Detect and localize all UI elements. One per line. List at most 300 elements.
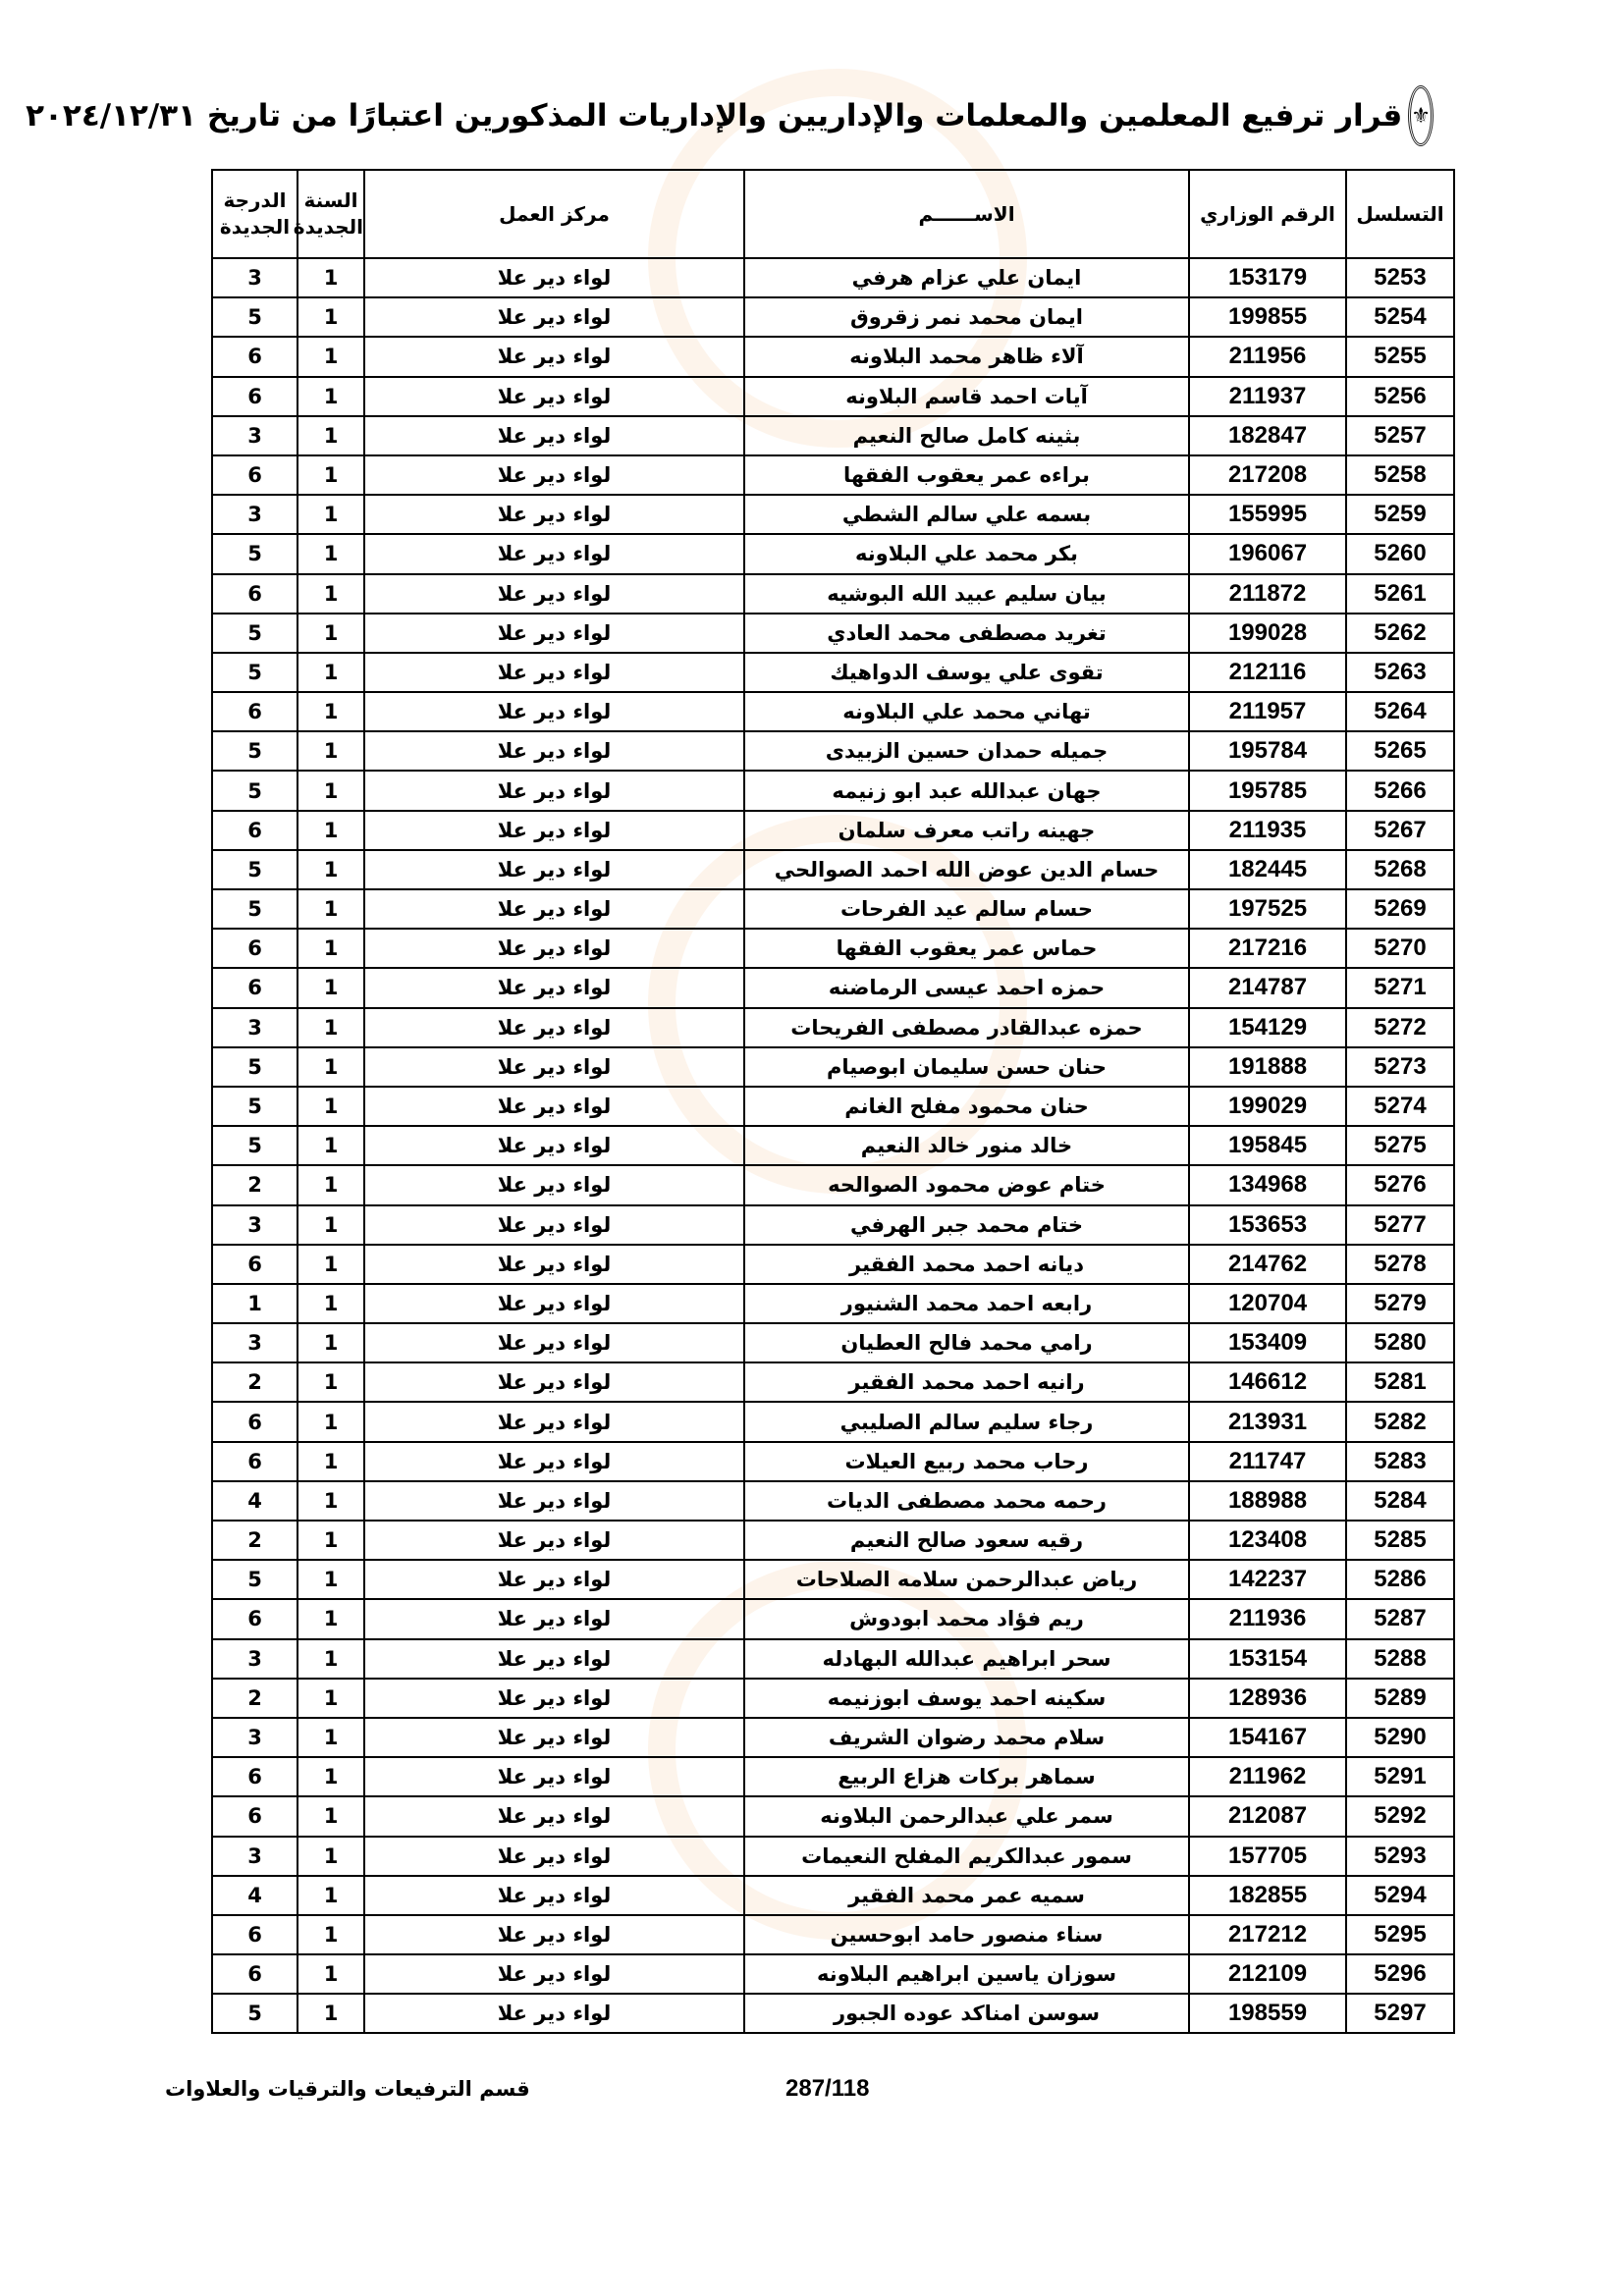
cell-work-center: لواء دير علا <box>364 929 744 968</box>
cell-ministry-no: 211937 <box>1189 377 1346 416</box>
cell-work-center: لواء دير علا <box>364 1521 744 1560</box>
cell-ministry-no: 199028 <box>1189 614 1346 653</box>
table-row <box>212 692 1454 731</box>
cell-work-center: لواء دير علا <box>364 1087 744 1126</box>
table-row <box>212 1402 1454 1441</box>
cell-ministry-no: 217216 <box>1189 929 1346 968</box>
cell-new-year: 1 <box>298 1126 364 1165</box>
cell-name: تقوى علي يوسف الدواهيك <box>744 653 1189 692</box>
cell-name: سميه عمر محمد الفقير <box>744 1876 1189 1915</box>
cell-name: حمزه عبدالقادر مصطفى الفريحات <box>744 1008 1189 1047</box>
cell-ministry-no: 212116 <box>1189 653 1346 692</box>
cell-new-year: 1 <box>298 1362 364 1402</box>
cell-ministry-no: 198559 <box>1189 1994 1346 2033</box>
cell-ministry-no: 153653 <box>1189 1205 1346 1245</box>
cell-ministry-no: 196067 <box>1189 534 1346 573</box>
table-row <box>212 1047 1454 1087</box>
cell-ministry-no: 195845 <box>1189 1126 1346 1165</box>
cell-ministry-no: 212087 <box>1189 1796 1346 1836</box>
cell-new-year: 1 <box>298 1639 364 1679</box>
cell-ministry-no: 142237 <box>1189 1560 1346 1599</box>
cell-new-year: 1 <box>298 929 364 968</box>
cell-name: جميله حمدان حسين الزبيدى <box>744 731 1189 771</box>
cell-work-center: لواء دير علا <box>364 1718 744 1757</box>
cell-work-center: لواء دير علا <box>364 1323 744 1362</box>
cell-new-grade: 3 <box>212 1718 298 1757</box>
cell-work-center: لواء دير علا <box>364 534 744 573</box>
cell-ministry-no: 197525 <box>1189 889 1346 929</box>
cell-ministry-no: 211962 <box>1189 1757 1346 1796</box>
table-row <box>212 929 1454 968</box>
cell-serial: 5266 <box>1346 771 1454 810</box>
cell-name: ايمان علي عزام هرفي <box>744 258 1189 297</box>
cell-new-year: 1 <box>298 1323 364 1362</box>
cell-name: سوزان ياسين ابراهيم البلاونه <box>744 1954 1189 1994</box>
cell-serial: 5273 <box>1346 1047 1454 1087</box>
cell-name: حماس عمر يعقوب الفقها <box>744 929 1189 968</box>
cell-new-grade: 6 <box>212 1245 298 1284</box>
page-number: 287/118 <box>785 2075 870 2102</box>
cell-ministry-no: 217212 <box>1189 1915 1346 1954</box>
cell-new-year: 1 <box>298 258 364 297</box>
cell-new-year: 1 <box>298 1284 364 1323</box>
cell-name: سمر علي عبدالرحمن البلاونه <box>744 1796 1189 1836</box>
cell-work-center: لواء دير علا <box>364 771 744 810</box>
cell-new-grade: 5 <box>212 1994 298 2033</box>
table-row <box>212 1599 1454 1638</box>
cell-serial: 5259 <box>1346 495 1454 534</box>
cell-new-grade: 3 <box>212 1639 298 1679</box>
table-row <box>212 377 1454 416</box>
cell-new-grade: 6 <box>212 692 298 731</box>
cell-new-grade: 5 <box>212 534 298 573</box>
cell-serial: 5261 <box>1346 574 1454 614</box>
table-row <box>212 1521 1454 1560</box>
cell-name: سمور عبدالكريم المفلح النعيمات <box>744 1837 1189 1876</box>
cell-new-grade: 3 <box>212 1323 298 1362</box>
cell-work-center: لواء دير علا <box>364 1362 744 1402</box>
cell-name: آلاء ظاهر محمد البلاونه <box>744 337 1189 376</box>
cell-new-year: 1 <box>298 1837 364 1876</box>
cell-ministry-no: 188988 <box>1189 1481 1346 1521</box>
table-row <box>212 455 1454 495</box>
cell-ministry-no: 191888 <box>1189 1047 1346 1087</box>
cell-ministry-no: 211956 <box>1189 337 1346 376</box>
col-serial: التسلسل <box>1346 170 1454 258</box>
cell-name: براءه عمر يعقوب الفقها <box>744 455 1189 495</box>
cell-serial: 5269 <box>1346 889 1454 929</box>
cell-ministry-no: 211872 <box>1189 574 1346 614</box>
cell-work-center: لواء دير علا <box>364 416 744 455</box>
cell-serial: 5270 <box>1346 929 1454 968</box>
cell-name: حسام الدين عوض الله احمد الصوالحي <box>744 850 1189 889</box>
cell-new-year: 1 <box>298 1521 364 1560</box>
table-row <box>212 297 1454 337</box>
ministry-seal-icon: ⚜ <box>1408 85 1434 146</box>
cell-serial: 5283 <box>1346 1442 1454 1481</box>
document-title: قرار ترفيع المعلمين والمعلمات والإداريين والإداريات المذكورين اعتبارًا من تاريخ ٢٠٢٤/١٢/٣١ <box>26 98 1403 133</box>
cell-new-year: 1 <box>298 495 364 534</box>
cell-serial: 5290 <box>1346 1718 1454 1757</box>
cell-name: رحمه محمد مصطفى الديات <box>744 1481 1189 1521</box>
cell-new-grade: 6 <box>212 337 298 376</box>
cell-new-grade: 5 <box>212 889 298 929</box>
cell-name: تهاني محمد علي البلاونه <box>744 692 1189 731</box>
table-row <box>212 1837 1454 1876</box>
cell-ministry-no: 120704 <box>1189 1284 1346 1323</box>
cell-serial: 5280 <box>1346 1323 1454 1362</box>
cell-new-year: 1 <box>298 850 364 889</box>
cell-name: سوسن امناكد عوده الجبور <box>744 1994 1189 2033</box>
cell-new-grade: 6 <box>212 811 298 850</box>
cell-name: بكر محمد علي البلاونه <box>744 534 1189 573</box>
cell-name: ختام محمد جبر الهرفي <box>744 1205 1189 1245</box>
cell-new-grade: 5 <box>212 731 298 771</box>
cell-new-grade: 3 <box>212 416 298 455</box>
cell-new-grade: 2 <box>212 1521 298 1560</box>
cell-new-year: 1 <box>298 614 364 653</box>
cell-name: آيات احمد قاسم البلاونه <box>744 377 1189 416</box>
cell-serial: 5287 <box>1346 1599 1454 1638</box>
cell-work-center: لواء دير علا <box>364 455 744 495</box>
cell-new-grade: 6 <box>212 574 298 614</box>
cell-ministry-no: 157705 <box>1189 1837 1346 1876</box>
cell-ministry-no: 211957 <box>1189 692 1346 731</box>
cell-new-year: 1 <box>298 1560 364 1599</box>
cell-serial: 5275 <box>1346 1126 1454 1165</box>
cell-new-grade: 4 <box>212 1876 298 1915</box>
cell-work-center: لواء دير علا <box>364 1639 744 1679</box>
cell-name: سناء منصور حامد ابوحسين <box>744 1915 1189 1954</box>
cell-new-grade: 2 <box>212 1679 298 1718</box>
table-row <box>212 1362 1454 1402</box>
cell-new-grade: 6 <box>212 1442 298 1481</box>
table-row <box>212 1087 1454 1126</box>
cell-name: بسمه علي سالم الشطي <box>744 495 1189 534</box>
cell-new-grade: 6 <box>212 1796 298 1836</box>
cell-new-year: 1 <box>298 1679 364 1718</box>
table-row <box>212 416 1454 455</box>
cell-work-center: لواء دير علا <box>364 337 744 376</box>
cell-new-year: 1 <box>298 1245 364 1284</box>
table-row <box>212 1796 1454 1836</box>
cell-ministry-no: 214762 <box>1189 1245 1346 1284</box>
cell-new-grade: 3 <box>212 1008 298 1047</box>
cell-work-center: لواء دير علا <box>364 731 744 771</box>
cell-name: رانيه احمد محمد الفقير <box>744 1362 1189 1402</box>
cell-new-grade: 6 <box>212 1915 298 1954</box>
table-row <box>212 1165 1454 1204</box>
cell-new-year: 1 <box>298 416 364 455</box>
col-new-year: السنة الجديدة <box>298 170 364 258</box>
table-row <box>212 1915 1454 1954</box>
cell-ministry-no: 155995 <box>1189 495 1346 534</box>
cell-new-grade: 6 <box>212 455 298 495</box>
cell-work-center: لواء دير علا <box>364 1599 744 1638</box>
table-row <box>212 731 1454 771</box>
cell-work-center: لواء دير علا <box>364 258 744 297</box>
cell-new-grade: 5 <box>212 614 298 653</box>
cell-ministry-no: 213931 <box>1189 1402 1346 1441</box>
promotions-table <box>211 169 1455 2034</box>
cell-ministry-no: 199855 <box>1189 297 1346 337</box>
cell-new-year: 1 <box>298 692 364 731</box>
cell-serial: 5276 <box>1346 1165 1454 1204</box>
cell-name: جهان عبدالله عبد ابو زنيمه <box>744 771 1189 810</box>
table-row <box>212 534 1454 573</box>
cell-work-center: لواء دير علا <box>364 1047 744 1087</box>
cell-work-center: لواء دير علا <box>364 1757 744 1796</box>
cell-serial: 5257 <box>1346 416 1454 455</box>
table-row <box>212 1757 1454 1796</box>
cell-serial: 5294 <box>1346 1876 1454 1915</box>
table-row <box>212 1245 1454 1284</box>
table-row <box>212 337 1454 376</box>
table-row <box>212 1639 1454 1679</box>
cell-ministry-no: 182847 <box>1189 416 1346 455</box>
table-row <box>212 1954 1454 1994</box>
table-row <box>212 771 1454 810</box>
cell-ministry-no: 195785 <box>1189 771 1346 810</box>
cell-serial: 5262 <box>1346 614 1454 653</box>
cell-ministry-no: 199029 <box>1189 1087 1346 1126</box>
cell-new-year: 1 <box>298 377 364 416</box>
col-ministry-no: الرقم الوزاري <box>1189 170 1346 258</box>
table-row <box>212 1323 1454 1362</box>
table-row <box>212 1205 1454 1245</box>
cell-work-center: لواء دير علا <box>364 1560 744 1599</box>
cell-new-year: 1 <box>298 534 364 573</box>
cell-new-grade: 6 <box>212 1402 298 1441</box>
cell-work-center: لواء دير علا <box>364 1994 744 2033</box>
cell-work-center: لواء دير علا <box>364 1876 744 1915</box>
cell-work-center: لواء دير علا <box>364 495 744 534</box>
cell-new-grade: 6 <box>212 929 298 968</box>
col-work-center: مركز العمل <box>364 170 744 258</box>
cell-serial: 5289 <box>1346 1679 1454 1718</box>
cell-serial: 5256 <box>1346 377 1454 416</box>
cell-ministry-no: 128936 <box>1189 1679 1346 1718</box>
cell-work-center: لواء دير علا <box>364 1837 744 1876</box>
cell-new-year: 1 <box>298 1796 364 1836</box>
cell-work-center: لواء دير علا <box>364 1796 744 1836</box>
cell-work-center: لواء دير علا <box>364 297 744 337</box>
table-row <box>212 1876 1454 1915</box>
table-row <box>212 653 1454 692</box>
cell-serial: 5254 <box>1346 297 1454 337</box>
cell-new-year: 1 <box>298 1165 364 1204</box>
cell-work-center: لواء دير علا <box>364 574 744 614</box>
cell-new-year: 1 <box>298 1757 364 1796</box>
cell-name: حنان حسن سليمان ابوصيام <box>744 1047 1189 1087</box>
table-row <box>212 1284 1454 1323</box>
cell-serial: 5288 <box>1346 1639 1454 1679</box>
cell-new-grade: 6 <box>212 1757 298 1796</box>
cell-new-year: 1 <box>298 1205 364 1245</box>
cell-new-grade: 1 <box>212 1284 298 1323</box>
cell-name: سلام محمد رضوان الشريف <box>744 1718 1189 1757</box>
cell-new-grade: 3 <box>212 1205 298 1245</box>
cell-work-center: لواء دير علا <box>364 1915 744 1954</box>
cell-work-center: لواء دير علا <box>364 1442 744 1481</box>
cell-new-grade: 5 <box>212 1126 298 1165</box>
cell-new-year: 1 <box>298 297 364 337</box>
cell-work-center: لواء دير علا <box>364 1679 744 1718</box>
cell-ministry-no: 123408 <box>1189 1521 1346 1560</box>
table-row <box>212 1994 1454 2033</box>
cell-name: جهينه راتب معرف سلمان <box>744 811 1189 850</box>
table-row <box>212 1442 1454 1481</box>
cell-new-grade: 6 <box>212 1954 298 1994</box>
cell-ministry-no: 182855 <box>1189 1876 1346 1915</box>
cell-new-grade: 6 <box>212 1599 298 1638</box>
cell-work-center: لواء دير علا <box>364 377 744 416</box>
cell-serial: 5265 <box>1346 731 1454 771</box>
table-row <box>212 968 1454 1007</box>
cell-serial: 5285 <box>1346 1521 1454 1560</box>
cell-new-year: 1 <box>298 731 364 771</box>
cell-name: رجاء سليم سالم الصليبي <box>744 1402 1189 1441</box>
cell-serial: 5291 <box>1346 1757 1454 1796</box>
cell-work-center: لواء دير علا <box>364 653 744 692</box>
cell-serial: 5263 <box>1346 653 1454 692</box>
cell-new-year: 1 <box>298 968 364 1007</box>
document-header <box>26 86 1434 145</box>
table-row <box>212 1008 1454 1047</box>
table-row <box>212 1679 1454 1718</box>
cell-new-year: 1 <box>298 1994 364 2033</box>
cell-serial: 5277 <box>1346 1205 1454 1245</box>
cell-serial: 5282 <box>1346 1402 1454 1441</box>
cell-name: رحاب محمد ربيع العيلات <box>744 1442 1189 1481</box>
cell-serial: 5253 <box>1346 258 1454 297</box>
cell-new-grade: 6 <box>212 377 298 416</box>
cell-serial: 5286 <box>1346 1560 1454 1599</box>
cell-serial: 5297 <box>1346 1994 1454 2033</box>
cell-serial: 5260 <box>1346 534 1454 573</box>
cell-ministry-no: 134968 <box>1189 1165 1346 1204</box>
cell-serial: 5278 <box>1346 1245 1454 1284</box>
cell-new-year: 1 <box>298 1915 364 1954</box>
cell-new-year: 1 <box>298 574 364 614</box>
cell-new-year: 1 <box>298 337 364 376</box>
cell-serial: 5258 <box>1346 455 1454 495</box>
table-row <box>212 850 1454 889</box>
cell-name: ايمان محمد نمر زقروق <box>744 297 1189 337</box>
cell-serial: 5274 <box>1346 1087 1454 1126</box>
cell-name: سحر ابراهيم عبدالله البهادله <box>744 1639 1189 1679</box>
cell-ministry-no: 154129 <box>1189 1008 1346 1047</box>
cell-ministry-no: 214787 <box>1189 968 1346 1007</box>
cell-new-year: 1 <box>298 653 364 692</box>
cell-work-center: لواء دير علا <box>364 850 744 889</box>
cell-serial: 5264 <box>1346 692 1454 731</box>
cell-serial: 5295 <box>1346 1915 1454 1954</box>
cell-work-center: لواء دير علا <box>364 1284 744 1323</box>
cell-new-year: 1 <box>298 1718 364 1757</box>
cell-new-year: 1 <box>298 1954 364 1994</box>
table-row <box>212 258 1454 297</box>
cell-ministry-no: 211747 <box>1189 1442 1346 1481</box>
cell-name: سكينه احمد يوسف ابوزنيمه <box>744 1679 1189 1718</box>
table-row <box>212 614 1454 653</box>
table-row <box>212 811 1454 850</box>
cell-name: خالد منور خالد النعيم <box>744 1126 1189 1165</box>
cell-new-year: 1 <box>298 889 364 929</box>
cell-name: رامي محمد فالح العطيان <box>744 1323 1189 1362</box>
cell-new-grade: 5 <box>212 1087 298 1126</box>
cell-name: حسام سالم عيد الفرحات <box>744 889 1189 929</box>
cell-new-grade: 4 <box>212 1481 298 1521</box>
cell-serial: 5292 <box>1346 1796 1454 1836</box>
cell-new-year: 1 <box>298 1442 364 1481</box>
cell-name: ختام عوض محمود الصوالحه <box>744 1165 1189 1204</box>
cell-serial: 5293 <box>1346 1837 1454 1876</box>
cell-name: ديانه احمد محمد الفقير <box>744 1245 1189 1284</box>
cell-new-grade: 5 <box>212 297 298 337</box>
cell-work-center: لواء دير علا <box>364 1481 744 1521</box>
table-row <box>212 1126 1454 1165</box>
cell-ministry-no: 153179 <box>1189 258 1346 297</box>
cell-new-year: 1 <box>298 455 364 495</box>
table-row <box>212 495 1454 534</box>
cell-work-center: لواء دير علا <box>364 1165 744 1204</box>
cell-name: رقيه سعود صالح النعيم <box>744 1521 1189 1560</box>
cell-new-grade: 5 <box>212 1047 298 1087</box>
cell-new-year: 1 <box>298 771 364 810</box>
cell-work-center: لواء دير علا <box>364 1008 744 1047</box>
cell-name: سماهر بركات هزاع الربيع <box>744 1757 1189 1796</box>
cell-ministry-no: 146612 <box>1189 1362 1346 1402</box>
cell-name: رياض عبدالرحمن سلامه الصلاحات <box>744 1560 1189 1599</box>
cell-work-center: لواء دير علا <box>364 811 744 850</box>
cell-ministry-no: 195784 <box>1189 731 1346 771</box>
cell-new-grade: 3 <box>212 258 298 297</box>
cell-name: رابعه احمد محمد الشنيور <box>744 1284 1189 1323</box>
cell-new-year: 1 <box>298 1402 364 1441</box>
cell-new-year: 1 <box>298 1481 364 1521</box>
cell-work-center: لواء دير علا <box>364 1245 744 1284</box>
cell-new-grade: 5 <box>212 850 298 889</box>
table-header-row <box>212 170 1454 258</box>
cell-ministry-no: 212109 <box>1189 1954 1346 1994</box>
cell-new-year: 1 <box>298 1599 364 1638</box>
cell-work-center: لواء دير علا <box>364 692 744 731</box>
cell-ministry-no: 211935 <box>1189 811 1346 850</box>
cell-ministry-no: 153409 <box>1189 1323 1346 1362</box>
cell-serial: 5281 <box>1346 1362 1454 1402</box>
cell-ministry-no: 154167 <box>1189 1718 1346 1757</box>
cell-ministry-no: 182445 <box>1189 850 1346 889</box>
cell-serial: 5296 <box>1346 1954 1454 1994</box>
cell-new-grade: 5 <box>212 653 298 692</box>
cell-new-year: 1 <box>298 1008 364 1047</box>
cell-new-year: 1 <box>298 1047 364 1087</box>
cell-name: بيان سليم عبيد الله البوشيه <box>744 574 1189 614</box>
cell-name: حنان محمود مفلح الغانم <box>744 1087 1189 1126</box>
cell-new-grade: 3 <box>212 495 298 534</box>
cell-serial: 5271 <box>1346 968 1454 1007</box>
cell-new-grade: 6 <box>212 968 298 1007</box>
footer-department: قسم الترفيعات والترقيات والعلاوات <box>165 2077 530 2101</box>
cell-ministry-no: 153154 <box>1189 1639 1346 1679</box>
cell-work-center: لواء دير علا <box>364 889 744 929</box>
cell-serial: 5255 <box>1346 337 1454 376</box>
cell-serial: 5284 <box>1346 1481 1454 1521</box>
cell-serial: 5268 <box>1346 850 1454 889</box>
table-row <box>212 574 1454 614</box>
cell-work-center: لواء دير علا <box>364 968 744 1007</box>
